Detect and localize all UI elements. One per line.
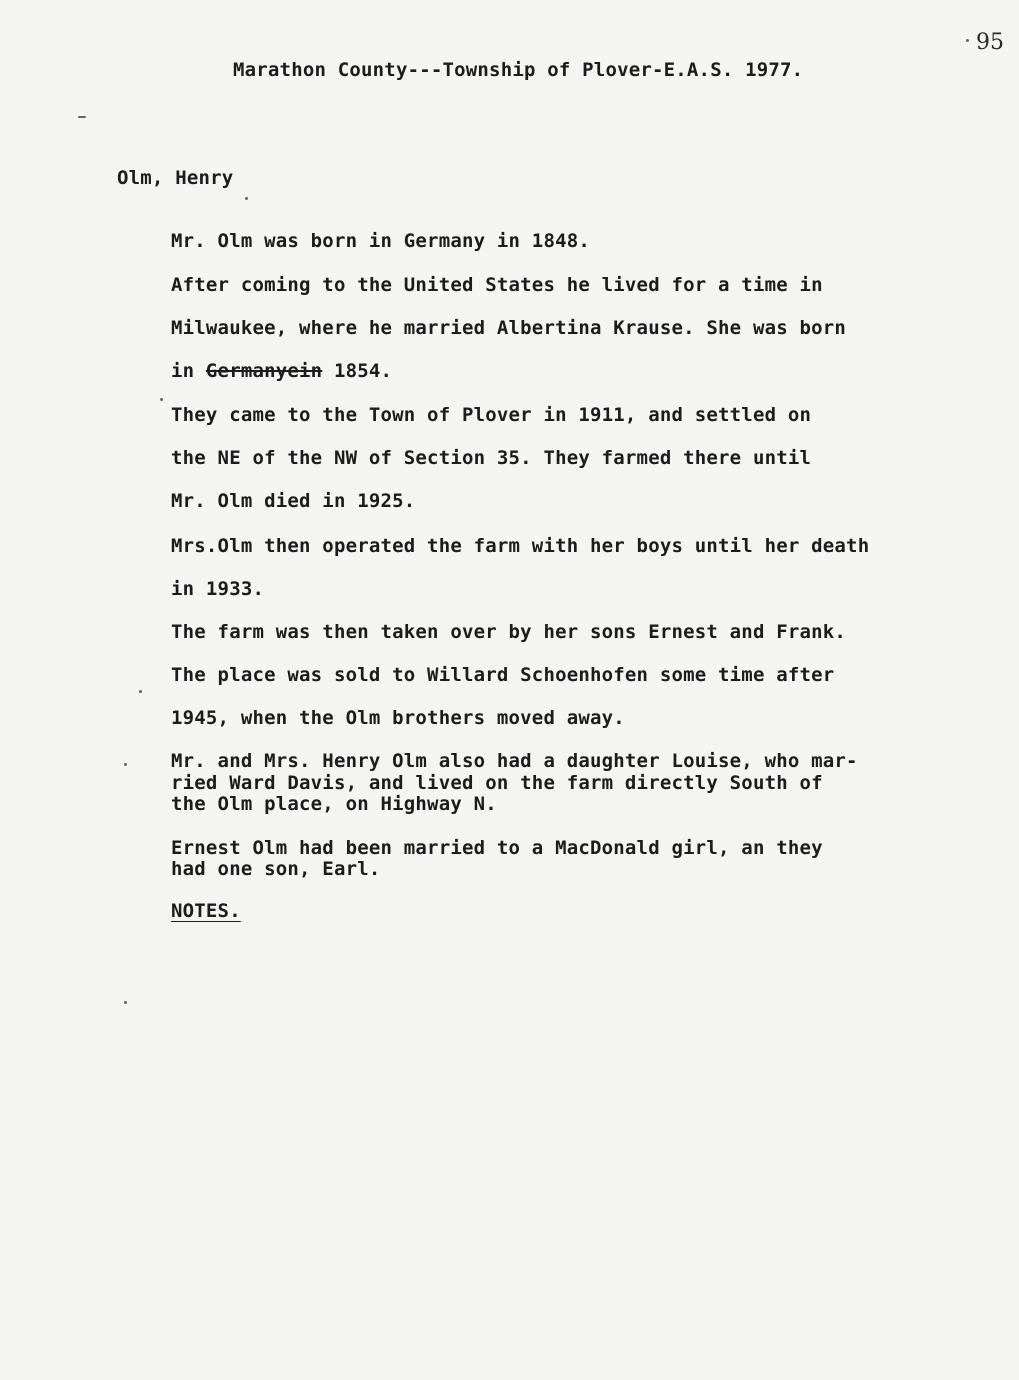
body-line: They came to the Town of Plover in 1911, and settled on: [171, 404, 812, 426]
body-line: Mrs.Olm then operated the farm with her boys until her death: [171, 535, 870, 557]
body-line-birth: Mr. Olm was born in Germany in 1848.: [171, 230, 591, 252]
body-line: ried Ward Davis, and lived on the farm directly South of: [171, 772, 823, 794]
body-line: The place was sold to Willard Schoenhofen some time after: [171, 664, 835, 686]
scan-speck: [124, 1001, 127, 1004]
scan-speck: [966, 39, 969, 42]
body-line: the NE of the NW of Section 35. They farmed there until: [171, 447, 812, 469]
body-line: had one son, Earl.: [171, 858, 381, 880]
scan-speck: [124, 763, 127, 766]
body-line: Mr. Olm died in 1925.: [171, 490, 416, 512]
scan-speck: [245, 197, 248, 200]
notes-heading: NOTES.: [171, 900, 241, 922]
body-line: Mr. and Mrs. Henry Olm also had a daughter Louise, who mar-: [171, 750, 858, 772]
body-line-suffix: 1854.: [322, 360, 393, 382]
body-line-corrected: [171, 360, 392, 382]
scan-speck: [139, 690, 142, 693]
body-line: Ernest Olm had been married to a MacDonald girl, an they: [171, 837, 823, 859]
scan-speck: [78, 116, 86, 118]
scan-speck: [160, 398, 163, 401]
body-line-prefix: in: [171, 360, 206, 382]
body-line: The farm was then taken over by her sons Ernest and Frank.: [171, 621, 847, 643]
body-line: the Olm place, on Highway N.: [171, 793, 497, 815]
subject-name: Olm, Henry: [117, 167, 234, 189]
page-header-title: Marathon County---Township of Plover-E.A.S. 1977.: [233, 59, 804, 81]
body-line: 1945, when the Olm brothers moved away.: [171, 707, 625, 729]
struck-out-word: Germanyein: [205, 360, 323, 382]
body-line: Milwaukee, where he married Albertina Krause. She was born: [171, 317, 847, 339]
page-number: 95: [976, 30, 1004, 55]
body-line: in 1933.: [171, 578, 265, 600]
body-line: After coming to the United States he lived for a time in: [171, 274, 823, 296]
